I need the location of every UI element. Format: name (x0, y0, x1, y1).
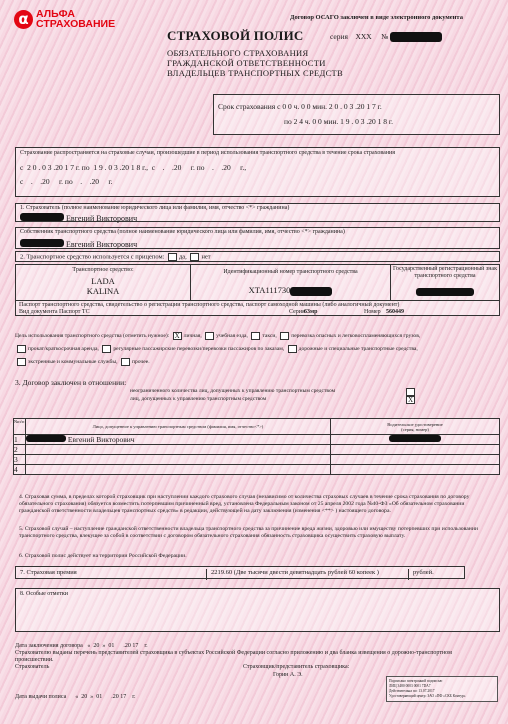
vehicle-label: Транспортное средство: (72, 267, 134, 273)
row-num: 1 (14, 435, 26, 445)
unlimited-option: неограниченного количества лиц, допущенных к управлению транспортным средством (130, 388, 336, 394)
vin-label: Идентификационный номер транспортного средства (223, 269, 358, 275)
table-row (14, 445, 500, 455)
contract-date: « 20 » 01 .20 17 г. (87, 643, 148, 649)
premium-label: 7. Страховая премия (20, 569, 77, 576)
doc-number: 560449 (386, 309, 404, 315)
subtitle-line: ГРАЖДАНСКОЙ ОТВЕТСТВЕННОСТИ (167, 58, 326, 68)
paragraph-6: 6. Страховой полис действует на территории Российской Федерации. (19, 553, 187, 559)
trailer-no-checkbox[interactable] (190, 253, 199, 261)
stamp-line: ЛИЦ 3480 0003 0001 7DA7 (389, 684, 431, 688)
col-license: Водительское удостоверение (серия, номер) (331, 419, 500, 435)
row-num: 4 (14, 465, 26, 475)
list-note: Страхователю выданы перечень представителей страховщика в субъектах Российской Федерации согласно приложению и два бланка извещения о дорожно-транспортном происшествии. (15, 650, 452, 663)
driver-license (331, 455, 500, 465)
trailer-box (15, 251, 500, 262)
redacted-plate (416, 288, 474, 296)
purpose-road: дорожные и специальные транспортные средства, (298, 346, 418, 352)
insurant-box (15, 203, 500, 222)
policy-subtitle (167, 48, 343, 78)
policy-series (330, 32, 442, 42)
redacted-surname (26, 435, 66, 442)
limited-option: лиц, допущенных к управлению транспортным средством (130, 396, 267, 402)
purpose-personal: личная, (183, 333, 202, 339)
purpose-training-checkbox[interactable] (205, 332, 214, 340)
subtitle-line: ВЛАДЕЛЬЦЕВ ТРАНСПОРТНЫХ СРЕДСТВ (167, 68, 344, 78)
redacted-surname (20, 239, 64, 247)
insurer-name: Горин А. Э. (273, 672, 303, 678)
trailer-yes-checkbox[interactable] (168, 253, 177, 261)
col-name: Лицо, допущенное к управлению транспортным средством (фамилия, имя, отчество<*>) (26, 419, 331, 435)
vin-value: XTA111730 (248, 285, 291, 295)
redacted-surname (20, 213, 64, 221)
insurance-term-box (213, 94, 500, 135)
purpose-section (15, 330, 500, 369)
purpose-regular: регулярные пассажирские перевозки/перевозки пассажиров по заказам, (113, 346, 285, 352)
signature-stamp (386, 676, 498, 702)
redacted-license (389, 435, 441, 442)
row-num: 3 (14, 455, 26, 465)
owner-name: Евгений Викторович (66, 240, 138, 249)
logo-line1: АЛЬФА (36, 8, 75, 20)
owner-label: Собственник транспортного средства (полное наименование юридического лица или фамилия, имя, отчество <*> гражданина) (20, 229, 345, 235)
drivers-table (13, 418, 500, 475)
trailer-no: нет (201, 253, 211, 261)
driver-name (26, 465, 331, 475)
purpose-other: прочее. (131, 359, 150, 365)
stamp-line: Подписано электронной подписью (389, 679, 443, 683)
doc-type-label: Вид документа (19, 309, 58, 315)
premium-currency: рублей. (408, 569, 434, 580)
driver-license (331, 465, 500, 475)
issue-date-label: Дата выдачи полиса (15, 694, 67, 700)
table-row (14, 455, 500, 465)
vehicle-box (15, 264, 500, 316)
trailer-label: 2. Транспортное средство используется с прицепом: (20, 253, 165, 261)
drivers-options (130, 388, 430, 403)
purpose-emergency-checkbox[interactable] (17, 358, 26, 366)
paragraph-5: 5. Страховой случай – наступление гражданской ответственности владельца транспортного средства за причинение вреда жизни, здоровью или имуществу потерпевших при использовании транспортного средства, влекущее за собой в соответствии с договором обязательного страхования обязанность страховщика осуществить страховую выплату. (19, 526, 478, 539)
purpose-label: Цель использования транспортного средства (отметить нужное): (15, 333, 170, 339)
policy-title: СТРАХОВОЙ ПОЛИС (167, 28, 304, 43)
stamp-line: Удостоверяющий центр: ЗАО «ПФ «СКБ Контур» (389, 694, 466, 698)
notes-box (15, 588, 500, 632)
driver-name (26, 455, 331, 465)
subtitle-line: ОБЯЗАТЕЛЬНОГО СТРАХОВАНИЯ (167, 48, 309, 58)
number-label: № (381, 32, 389, 41)
unlimited-checkbox[interactable] (406, 388, 415, 396)
purpose-rent: прокат/краткосрочная аренда, (28, 346, 99, 352)
drivers-section-title: 3. Договор заключен в отношении: (15, 378, 127, 387)
stamp-line: Действительна по: 13.07.2017 (389, 689, 435, 693)
doc-series: 63мр (304, 309, 318, 315)
driver-license (331, 445, 500, 455)
purpose-road-checkbox[interactable] (288, 345, 297, 353)
premium-box (15, 566, 465, 579)
paragraph-4: 4. Страховая сумма, в пределах которой страховщик при наступлении каждого страхового случая (независимо от количества страховых случаев в течение срока страхования по договору обязательного страхования) обязуется возместить потерпевшим причиненный вред, установлена Федеральным законом от 25 апреля 2002 года №40-ФЗ «Об обязательном страховании гражданской ответственности владельцев транспортных средств» в редакции, действующей на дату заключения (изменения <**> ) настоящего договора. (19, 494, 470, 514)
document-label: Паспорт транспортного средства, свидетельство о регистрации транспортного средства, паспорт самоходной машины (либо аналогичный документ) (19, 302, 400, 308)
purpose-taxi: такси, (262, 333, 277, 339)
term-from-label: Срок страхования с (218, 102, 281, 111)
table-row (14, 465, 500, 475)
purpose-training: учебная езда, (216, 333, 248, 339)
issue-date: « 20 » 01 .20 17 г. (75, 694, 136, 700)
table-row (14, 435, 500, 445)
doc-number-label: Номер (364, 309, 381, 315)
vehicle-make: LADA (91, 276, 115, 286)
purpose-other-checkbox[interactable] (121, 358, 130, 366)
driver-name: Евгений Викторович (67, 435, 135, 444)
series-label: серия (330, 32, 348, 41)
insurer-sign-label: Страховщик/представитель страховщика: (243, 664, 350, 670)
limited-checkbox[interactable]: X (407, 396, 414, 404)
company-logo (14, 9, 115, 29)
usage-period-box (15, 147, 500, 197)
redacted-number (390, 32, 442, 42)
usage-period-2: с . .20 г. по . .20 г. (20, 177, 113, 186)
doc-type: Паспорт ТС (59, 309, 90, 315)
drivers-header-row (14, 419, 500, 435)
term-to: 2 4 ч. 0 0 мин. 1 9 . 0 3 .20 1 8 г. (293, 117, 394, 126)
purpose-dangerous-checkbox[interactable] (280, 332, 289, 340)
purpose-rent-checkbox[interactable] (17, 345, 26, 353)
plate-label: Государственный регистрационный знак транспортного средства (392, 266, 498, 279)
premium-value: 2219.60 (Две тысячи двести девятнадцать рублей 60 копеек ) (206, 569, 379, 580)
doc-series-label: Серия (289, 309, 305, 315)
row-num: 2 (14, 445, 26, 455)
owner-box (15, 227, 500, 249)
vehicle-model: KALINA (86, 286, 120, 296)
purpose-emergency: экстренные и коммунальные службы, (28, 359, 118, 365)
driver-name (26, 445, 331, 455)
redacted-vin (290, 287, 332, 296)
notes-label: 8. Особые отметки (20, 591, 68, 597)
usage-period-1: с 2 0 . 0 3 .20 1 7 г. по 1 9 . 0 3 .20 1 8 г., с . .20 г. по . .20 г., (20, 163, 247, 172)
contract-date-label: Дата заключения договора (15, 643, 83, 649)
purpose-personal-checkbox[interactable]: X (174, 331, 180, 340)
insurant-label: 1. Страхователь (полное наименование юридического лица или фамилия, имя, отчество <*> гражданина) (20, 205, 290, 211)
trailer-yes: да, (178, 253, 187, 261)
usage-text: Страхование распространяется на страховые случаи, произошедшие в период использования транспортного средства в течение срока страхования (20, 150, 396, 156)
insurant-name: Евгений Викторович (66, 214, 138, 223)
logo-line2: СТРАХОВАНИЕ (36, 18, 116, 30)
term-from: 0 0 ч. 0 0 мин. 2 0 . 0 3 .20 1 7 г. (282, 102, 382, 111)
electronic-note: Договор ОСАГО заключен в виде электронного документа (290, 14, 463, 21)
insurant-sign-label: Страхователь (15, 664, 50, 670)
col-num: №п/п (14, 419, 26, 435)
series-value: ХХХ (355, 32, 372, 41)
term-to-label: по (284, 117, 292, 126)
purpose-taxi-checkbox[interactable] (251, 332, 260, 340)
purpose-dangerous: перевозка опасных и легковоспламеняющихся грузов, (291, 333, 421, 339)
purpose-regular-checkbox[interactable] (102, 345, 111, 353)
alpha-logo-icon: α (14, 10, 33, 29)
